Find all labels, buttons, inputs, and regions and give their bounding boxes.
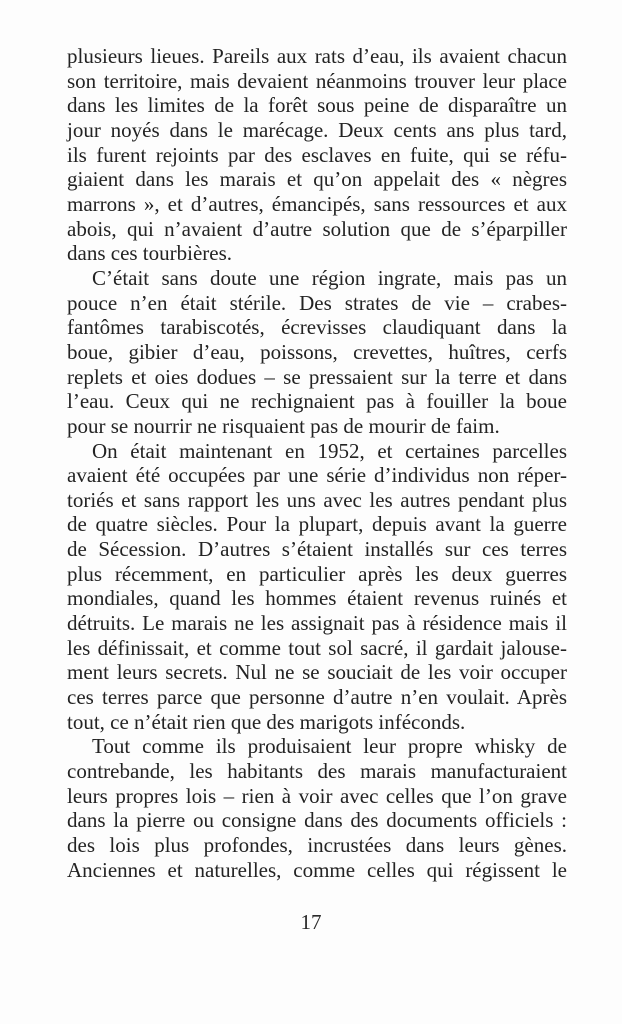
text-line: dans les limites de la forêt sous peine de disparaître un	[67, 93, 567, 118]
paragraph	[67, 44, 567, 266]
text-line: Anciennes et naturelles, comme celles qui régissent le	[67, 857, 567, 882]
text-line: tout, ce n’était rien que des marigots inféconds.	[67, 709, 466, 734]
text-line: plus récemment, en particulier après les deux guerres	[67, 561, 567, 586]
text-line: avaient été occupées par une série d’individus non réper-	[67, 463, 567, 488]
text-line: plusieurs lieues. Pareils aux rats d’eau, ils avaient chacun	[67, 44, 567, 68]
page-text	[67, 44, 567, 882]
text-line: pouce n’en était stérile. Des strates de vie – crabes-	[67, 290, 567, 315]
text-line: replets et oies dodues – se pressaient sur la terre et dans	[67, 364, 567, 389]
text-line: On était maintenant en 1952, et certaines parcelles	[92, 438, 567, 463]
text-line: son territoire, mais devaient néanmoins trouver leur place	[67, 68, 567, 93]
paragraph	[67, 734, 567, 882]
text-line: l’eau. Ceux qui ne rechignaient pas à fouiller la boue	[67, 389, 567, 414]
text-line: contrebande, les habitants des marais manufacturaient	[67, 759, 567, 784]
page-number: 17	[300, 910, 322, 934]
text-line: dans ces tourbières.	[67, 241, 233, 266]
text-line: Tout comme ils produisaient leur propre whisky de	[92, 734, 567, 759]
text-line: jour noyés dans le marécage. Deux cents ans plus tard,	[67, 117, 567, 142]
text-line: détruits. Le marais ne les assignait pas à résidence mais il	[67, 611, 567, 636]
text-line: C’était sans doute une région ingrate, mais pas un	[92, 265, 567, 290]
text-line: abois, qui n’avaient d’autre solution que de s’éparpiller	[67, 216, 567, 241]
text-line: leurs propres lois – rien à voir avec celles que l’on grave	[67, 783, 567, 808]
text-line: toriés et sans rapport les uns avec les autres pendant plus	[67, 487, 567, 512]
text-line: boue, gibier d’eau, poissons, crevettes, huîtres, cerfs	[67, 339, 567, 364]
text-line: giaient dans les marais et qu’on appelait des « nègres	[67, 167, 567, 192]
text-line: pour se nourrir ne risquaient pas de mourir de faim.	[67, 413, 500, 438]
text-line: de Sécession. D’autres s’étaient installés sur ces terres	[67, 537, 567, 562]
text-line: ment leurs secrets. Nul ne se souciait de les voir occuper	[67, 660, 567, 685]
text-line: de quatre siècles. Pour la plupart, depuis avant la guerre	[67, 512, 567, 537]
text-line: ces terres parce que personne d’autre n’en voulait. Après	[67, 685, 567, 710]
text-line: les définissait, et comme tout sol sacré, il gardait jalouse-	[67, 635, 567, 660]
text-line: des lois plus profondes, incrustées dans leurs gènes.	[67, 833, 567, 857]
text-line: marrons », et d’autres, émancipés, sans ressources et aux	[67, 191, 567, 216]
text-line: mondiales, quand les hommes étaient revenus ruinés et	[67, 586, 567, 611]
paragraph	[67, 266, 567, 439]
text-line: ils furent rejoints par des esclaves en fuite, qui se réfu-	[67, 142, 567, 167]
text-line: fantômes tarabiscotés, écrevisses claudiquant dans la	[67, 315, 567, 340]
text-line: dans la pierre ou consigne dans des documents officiels :	[67, 808, 567, 833]
paragraph	[67, 439, 567, 735]
